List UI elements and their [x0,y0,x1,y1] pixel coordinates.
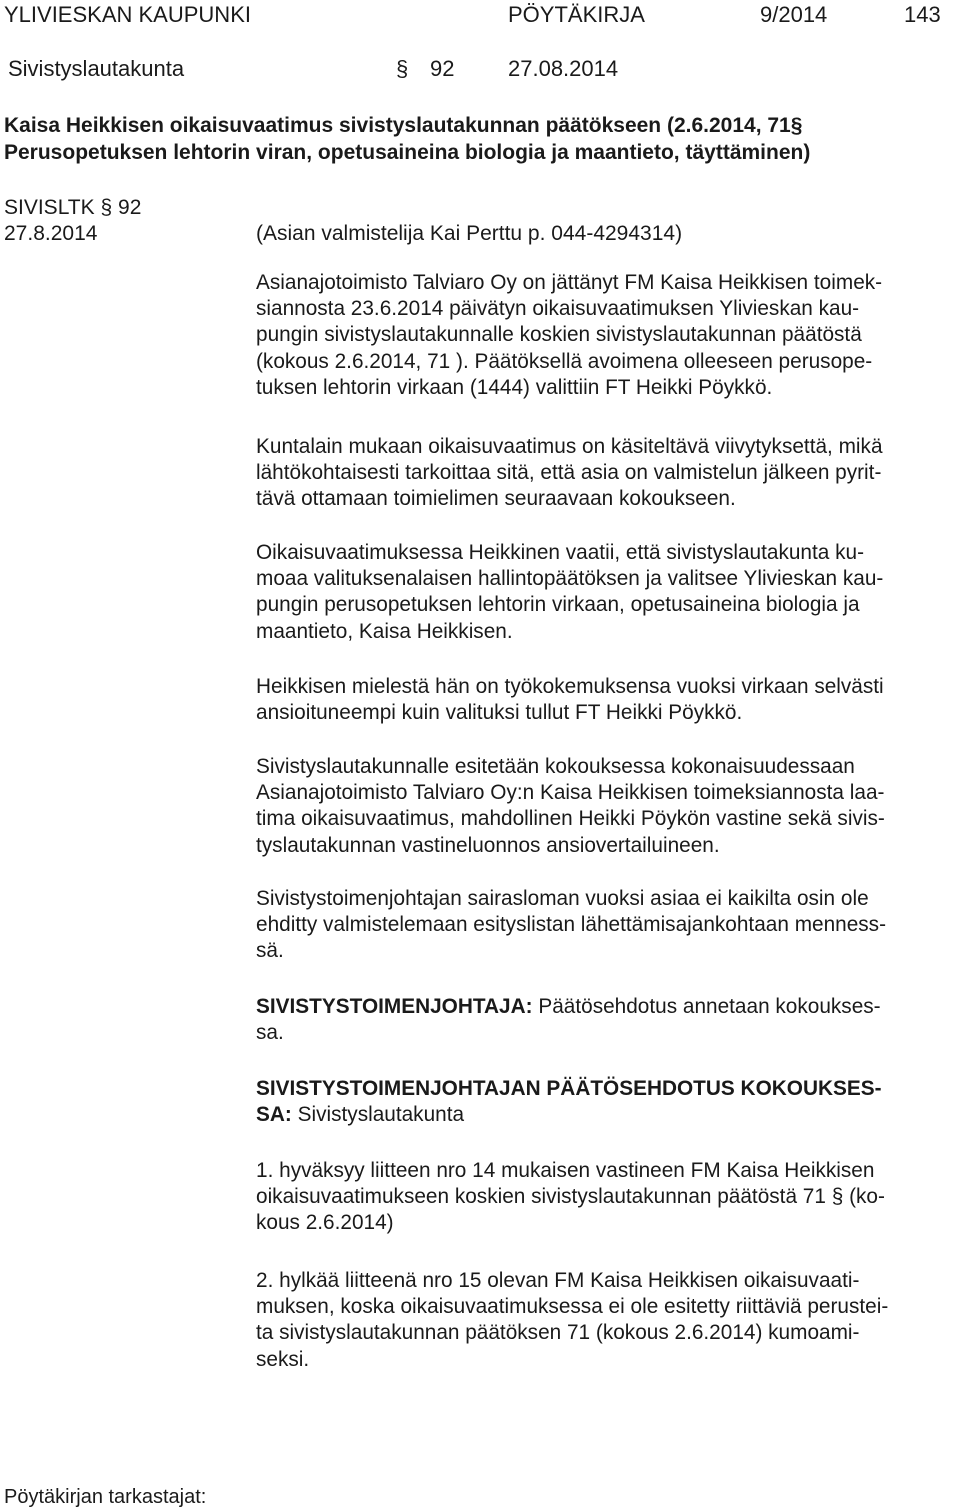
decision-proposal [256,1076,960,1128]
section-mark: § [790,114,803,137]
decision-label-end: SA: [256,1103,292,1127]
organization-name: YLIVIESKAN KAUPUNKI [4,2,251,27]
reference-section-number: 92 [118,196,142,219]
paragraph-line: Heikkisen mielestä hän on työkokemuksensa vuoksi virkaan selvästi [256,675,884,698]
section-mark: § [396,56,409,81]
paragraph-line: tyslautakunnan vastineluonnos ansiovertailuineen. [256,833,720,857]
paragraph-line: sä. [256,939,284,963]
paragraph-line: tima oikaisuvaatimus, mahdollinen Heikki Pöykön vastine sekä sivis- [256,807,885,831]
reference-code-text: SIVISLTK [4,196,95,219]
item-line: kous 2.6.2014) [256,1211,394,1235]
section-mark: § [100,196,113,219]
preparer-info: (Asian valmistelija Kai Perttu p. 044-4294314) [256,222,683,245]
proposal-label: SIVISTYSTOIMENJOHTAJA: [256,995,533,1018]
paragraph-line: pungin sivistyslautakunnalle koskien sivistyslautakunnan päätöstä [256,323,862,347]
paragraph-line: siannosta 23.6.2014 päivätyn oikaisuvaatimuksen Ylivieskan kau- [256,297,860,321]
paragraph-line: Sivistystoimenjohtajan sairasloman vuoksi asiaa ei kaikilta osin ole [256,887,869,910]
paragraph-3 [256,540,960,645]
item-line [256,1184,960,1210]
paragraph-line: ansioituneempi kuin valituksi tullut FT Heikki Pöykkö. [256,701,743,725]
decision-item-1 [256,1158,960,1237]
paragraph-line: tuksen lehtorin virkaan (1444) valittiin FT Heikki Pöykkö. [256,375,773,399]
document-type: PÖYTÄKIRJA [508,2,645,27]
paragraph-line: maantieto, Kaisa Heikkisen. [256,619,513,643]
section-number: 92 [430,56,455,81]
item-line: 2. hylkää liitteenä nro 15 olevan FM Kaisa Heikkisen oikaisuvaati- [256,1269,860,1292]
paragraph-6 [256,886,960,965]
reviewers-label: Pöytäkirjan tarkastajat: [4,1486,207,1508]
paragraph-line: pungin perusopetuksen lehtorin virkaan, opetusaineina biologia ja [256,593,860,617]
director-proposal [256,994,960,1046]
item-title-line2: Perusopetuksen lehtorin viran, opetusaineina biologia ja maantieto, täyttäminen) [4,141,811,164]
paragraph-line: moaa valituksenalaisen hallintopäätöksen ja valitsee Ylivieskan kau- [256,567,884,591]
item-line: 1. hyväksyy liitteen nro 14 mukaisen vastineen FM Kaisa Heikkisen [256,1159,875,1182]
paragraph-line: ehditty valmistelemaan esityslistan lähettämisajankohtaan menness- [256,913,886,937]
document-number: 9/2014 [760,2,828,27]
item-line-tail: (ko- [849,1185,885,1209]
paragraph-5 [256,754,960,859]
paragraph-line: Sivistyslautakunnalle esitetään kokouksessa kokonaisuudessaan [256,755,855,778]
proposal-text: Päätösehdotus annetaan kokoukses- [532,995,881,1018]
item-title-text1: Kaisa Heikkisen oikaisuvaatimus sivistyslautakunnan päätökseen (2.6.2014, 71 [4,114,791,137]
board-name: Sivistyslautakunta [8,56,185,81]
decision-label: SIVISTYSTOIMENJOHTAJAN PÄÄTÖSEHDOTUS KOKOUKSES- [256,1077,882,1100]
item-title-line1 [4,114,802,138]
paragraph-1 [256,270,960,401]
item-line-text: oikaisuvaatimukseen koskien sivistyslautakunnan päätöstä 71 [256,1185,826,1209]
paragraph-line: Oikaisuvaatimuksessa Heikkinen vaatii, että sivistyslautakunta ku- [256,541,864,564]
proposal-line [256,994,960,1020]
paragraph-line: tävä ottamaan toimielimen seuraavaan kokoukseen. [256,487,736,511]
paragraph-4 [256,674,960,726]
meeting-date: 27.08.2014 [508,56,619,81]
paragraph-line: Asianajotoimisto Talviaro Oy on jättänyt FM Kaisa Heikkisen toimek- [256,271,883,294]
paragraph-line: (kokous 2.6.2014, 71 ). Päätöksellä avoimena olleeseen perusope- [256,349,873,373]
paragraph-line: Kuntalain mukaan oikaisuvaatimus on käsiteltävä viivytyksettä, mikä [256,435,883,458]
proposal-line: sa. [256,1021,284,1045]
decision-label-line [256,1076,960,1102]
decision-text: Sivistyslautakunta [291,1103,465,1127]
decision-item-2 [256,1268,960,1373]
paragraph-line: lähtökohtaisesti tarkoittaa sitä, että asia on valmistelun jälkeen pyrit- [256,461,882,485]
section-mark: § [831,1185,844,1209]
paragraph-line: Asianajotoimisto Talviaro Oy:n Kaisa Heikkisen toimeksiannosta laa- [256,781,885,805]
item-line: seksi. [256,1347,310,1371]
page-number: 143 [904,2,941,27]
paragraph-2 [256,434,960,513]
item-line: muksen, koska oikaisuvaatimuksessa ei ole esitetty riittäviä perustei- [256,1295,889,1319]
item-line: ta sivistyslautakunnan päätöksen 71 (kokous 2.6.2014) kumoami- [256,1321,860,1345]
decision-label-line [256,1102,960,1128]
reference-code [4,196,141,220]
reference-date: 27.8.2014 [4,222,98,245]
